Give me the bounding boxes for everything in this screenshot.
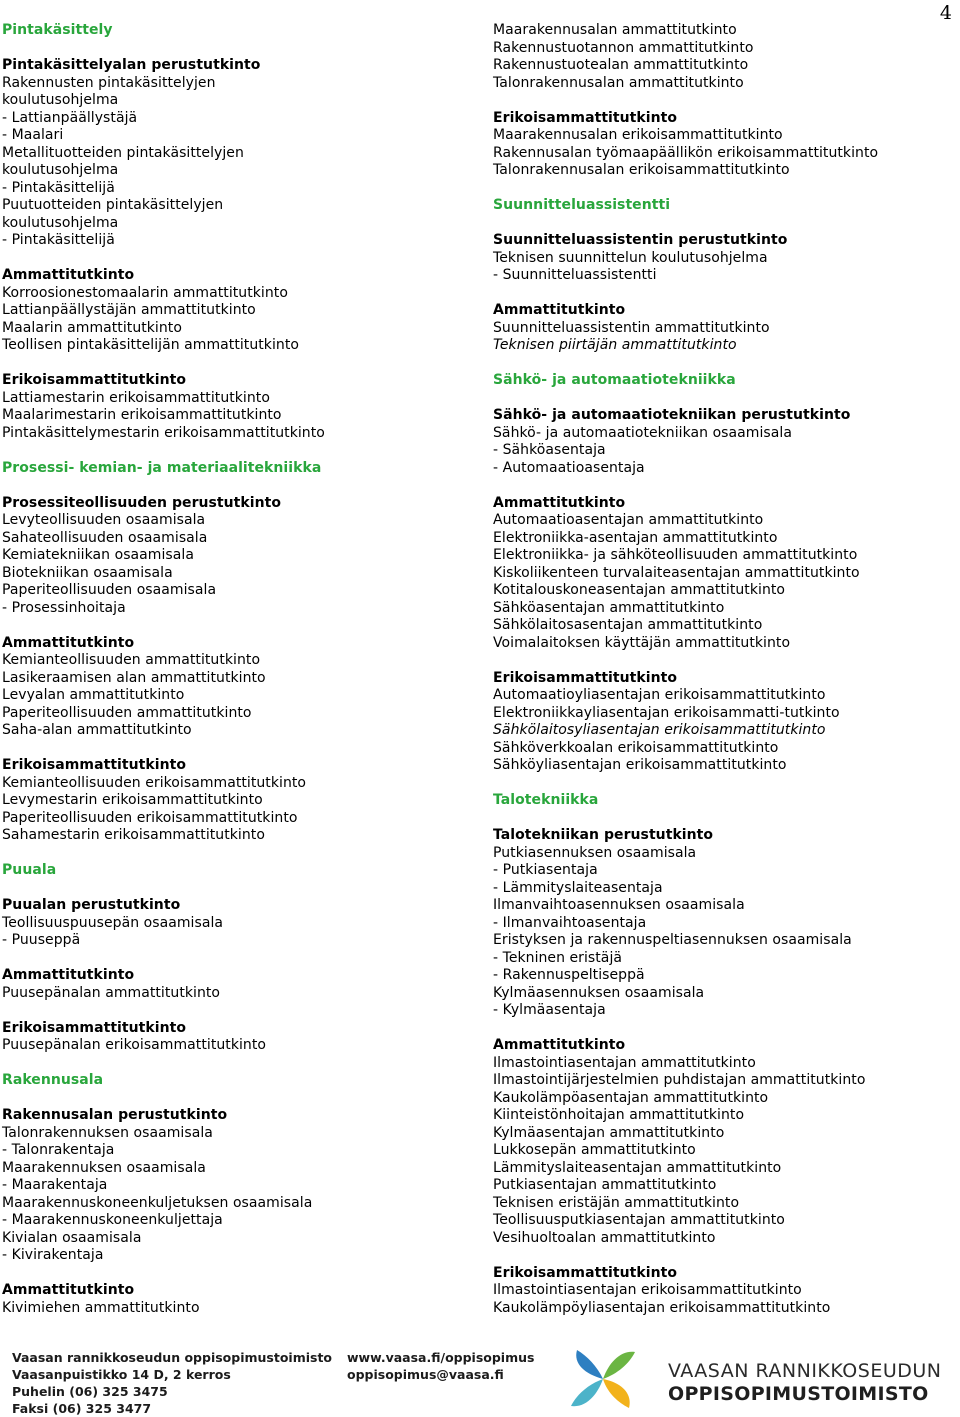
text-line: - Maarakentaja	[2, 1177, 108, 1193]
section-title: Rakennusala	[2, 1072, 104, 1088]
footer-website-link[interactable]: www.vaasa.fi/oppisopimus	[347, 1350, 535, 1365]
spacer	[2, 477, 472, 495]
text-line: Rakennustuotannon ammattitutkinto	[493, 39, 754, 56]
text-line: Lasikeraamisen alan ammattitutkinto	[2, 669, 266, 686]
logo-icon	[565, 1344, 641, 1414]
section-title: Prosessi- kemian- ja materiaalitekniikka	[2, 459, 322, 476]
text-line: Teknisen piirtäjän ammattitutkinto	[493, 337, 737, 353]
spacer	[493, 1247, 960, 1265]
text-line: Talonrakennusalan ammattitutkinto	[493, 74, 744, 91]
text-line: Talonrakennusalan erikoisammattitutkinto	[493, 162, 790, 178]
subsection-heading: Erikoisammattitutkinto	[493, 1264, 678, 1281]
spacer	[493, 92, 960, 110]
text-line: - Puuseppä	[2, 932, 81, 948]
text-line: Sähkö- ja automaatiotekniikan osaamisala	[493, 424, 792, 441]
spacer	[493, 477, 960, 495]
text-line: Ilmastointijärjestelmien puhdistajan ammattitutkinto	[493, 1072, 866, 1088]
text-line: Putkiasentajan ammattitutkinto	[493, 1177, 717, 1193]
footer-address: Vaasanpuistikko 14 D, 2 kerros	[12, 1367, 231, 1382]
text-line: Ilmanvaihtoasennuksen osaamisala	[493, 897, 745, 913]
text-line: Maarakennuksen osaamisala	[2, 1159, 206, 1176]
text-line: Maarakennusalan erikoisammattitutkinto	[493, 127, 783, 143]
spacer	[493, 390, 960, 408]
spacer	[493, 355, 960, 373]
footer-org-name: Vaasan rannikkoseudun oppisopimustoimisto	[12, 1350, 333, 1365]
text-line: Biotekniikan osaamisala	[2, 564, 173, 581]
text-line: - Suunnitteluassistentti	[493, 267, 657, 283]
text-line: Ilmastointiasentajan erikoisammattitutkinto	[493, 1282, 802, 1298]
text-line: Maalarin ammattitutkinto	[2, 319, 182, 336]
text-line: Kylmäasentajan ammattitutkinto	[493, 1124, 725, 1141]
spacer	[2, 1055, 472, 1073]
spacer	[493, 285, 960, 303]
page-number: 4	[939, 2, 952, 24]
subsection-heading: Sähkö- ja automaatiotekniikan perustutkinto	[493, 407, 851, 423]
spacer	[493, 775, 960, 793]
logo-line-1: VAASAN RANNIKKOSEUDUN	[668, 1360, 942, 1382]
text-line: Kylmäasennuksen osaamisala	[493, 984, 705, 1001]
text-line: Elektroniikkayliasentajan erikoisammatti-tutkinto	[493, 704, 840, 721]
text-line: Kemiatekniikan osaamisala	[2, 547, 194, 563]
text-line: Maarakennuskoneenkuljetuksen osaamisala	[2, 1194, 313, 1211]
text-line: Lukkosepän ammattitutkinto	[493, 1142, 696, 1158]
text-line: Pintakäsittelymestarin erikoisammattitutkinto	[2, 424, 325, 441]
text-line: Maalarimestarin erikoisammattitutkinto	[2, 407, 282, 423]
spacer	[493, 180, 960, 198]
text-line: Talonrakennuksen osaamisala	[2, 1124, 213, 1141]
text-line: - Talonrakentaja	[2, 1142, 115, 1158]
subsection-heading: Erikoisammattitutkinto	[2, 757, 187, 773]
subsection-heading: Rakennusalan perustutkinto	[2, 1107, 228, 1123]
text-line: Maarakennusalan ammattitutkinto	[493, 22, 737, 38]
text-line: Sahamestarin erikoisammattitutkinto	[2, 827, 265, 843]
text-line: Sähköyliasentajan erikoisammattitutkinto	[493, 757, 787, 773]
text-line: - Sähköasentaja	[493, 442, 606, 458]
text-line: Vesihuoltoalan ammattitutkinto	[493, 1229, 716, 1246]
text-line: Kaukolämpöasentajan ammattitutkinto	[493, 1089, 769, 1106]
text-line: Paperiteollisuuden erikoisammattitutkinto	[2, 809, 298, 826]
text-line: Metallituotteiden pintakäsittelyjen	[2, 144, 244, 161]
text-line: - Prosessinhoitaja	[2, 599, 126, 616]
text-line: - Maarakennuskoneenkuljettaja	[2, 1212, 223, 1228]
text-line: Rakennusten pintakäsittelyjen	[2, 74, 216, 91]
text-line: Kivimiehen ammattitutkinto	[2, 1299, 200, 1316]
subsection-heading: Talotekniikan perustutkinto	[493, 827, 714, 843]
spacer	[493, 215, 960, 233]
text-line: Suunnitteluassistentin ammattitutkinto	[493, 319, 770, 336]
text-line: Elektroniikka-asentajan ammattitutkinto	[493, 529, 778, 546]
subsection-heading: Pintakäsittelyalan perustutkinto	[2, 57, 261, 73]
text-line: Sahateollisuuden osaamisala	[2, 529, 208, 546]
text-line: - Rakennuspeltiseppä	[493, 967, 645, 983]
spacer	[2, 250, 472, 268]
spacer	[493, 652, 960, 670]
text-line: - Pintakäsittelijä	[2, 232, 115, 248]
text-line: Putkiasennuksen osaamisala	[493, 844, 697, 861]
section-title: Talotekniikka	[493, 792, 599, 808]
text-line: - Tekninen eristäjä	[493, 949, 623, 966]
spacer	[2, 355, 472, 373]
text-line: Rakennustuotealan ammattitutkinto	[493, 57, 749, 73]
text-line: Eristyksen ja rakennuspeltiasennuksen osaamisala	[493, 932, 852, 948]
text-line: - Kivirakentaja	[2, 1247, 104, 1263]
text-line: Elektroniikka- ja sähköteollisuuden ammattitutkinto	[493, 547, 858, 563]
page-footer	[0, 1340, 960, 1417]
text-line: Levymestarin erikoisammattitutkinto	[2, 792, 263, 808]
subsection-heading: Prosessiteollisuuden perustutkinto	[2, 494, 282, 511]
subsection-heading: Erikoisammattitutkinto	[493, 109, 678, 126]
subsection-heading: Erikoisammattitutkinto	[2, 372, 187, 388]
subsection-heading: Puualan perustutkinto	[2, 897, 181, 913]
subsection-heading: Ammattitutkinto	[2, 967, 135, 983]
text-line: Kemianteollisuuden ammattitutkinto	[2, 652, 261, 668]
text-line: - Kylmäasentaja	[493, 1002, 606, 1018]
text-line: Puutuotteiden pintakäsittelyjen	[2, 197, 224, 213]
text-line: Kiinteistönhoitajan ammattitutkinto	[493, 1107, 745, 1123]
footer-web-contact	[347, 1349, 534, 1383]
text-line: koulutusohjelma	[2, 92, 119, 108]
text-line: Sähkölaitosyliasentajan erikoisammattitutkinto	[493, 722, 826, 738]
text-line: Sähkölaitosasentajan ammattitutkinto	[493, 617, 763, 633]
text-line: Automaatioyliasentajan erikoisammattitutkinto	[493, 687, 826, 703]
text-line: Teknisen suunnittelun koulutusohjelma	[493, 249, 768, 266]
text-line: Puusepänalan erikoisammattitutkinto	[2, 1037, 267, 1053]
spacer	[2, 1265, 472, 1283]
text-line: - Maalari	[2, 127, 64, 143]
logo-line-2: OPPISOPIMUSTOIMISTO	[668, 1383, 929, 1405]
subsection-heading: Suunnitteluassistentin perustutkinto	[493, 232, 788, 248]
text-line: Lattianpäällystäjän ammattitutkinto	[2, 302, 256, 318]
footer-email-link[interactable]: oppisopimus@vaasa.fi	[347, 1367, 504, 1382]
footer-phone: Puhelin (06) 325 3475	[12, 1384, 168, 1399]
text-line: Lattiamestarin erikoisammattitutkinto	[2, 389, 270, 406]
text-line: Korroosionestomaalarin ammattitutkinto	[2, 284, 288, 301]
text-line: Rakennusalan työmaapäällikön erikoisammattitutkinto	[493, 144, 879, 161]
right-column	[493, 22, 960, 1317]
text-line: Kaukolämpöyliasentajan erikoisammattitutkinto	[493, 1299, 831, 1316]
subsection-heading: Ammattitutkinto	[2, 1282, 135, 1298]
spacer	[2, 740, 472, 758]
left-column	[2, 22, 472, 1317]
text-line: koulutusohjelma	[2, 162, 119, 178]
text-line: koulutusohjelma	[2, 214, 119, 231]
text-line: Teollisuuspuusepän osaamisala	[2, 914, 224, 931]
text-line: Sähköverkkoalan erikoisammattitutkinto	[493, 739, 779, 756]
text-line: Paperiteollisuuden osaamisala	[2, 582, 217, 598]
spacer	[2, 950, 472, 968]
text-line: Kivialan osaamisala	[2, 1229, 142, 1246]
spacer	[2, 40, 472, 58]
subsection-heading: Erikoisammattitutkinto	[493, 669, 678, 686]
spacer	[493, 810, 960, 828]
text-line: - Automaatioasentaja	[493, 459, 645, 476]
text-line: - Lämmityslaiteasentaja	[493, 879, 663, 896]
text-line: Automaatioasentajan ammattitutkinto	[493, 512, 764, 528]
text-line: Levyalan ammattitutkinto	[2, 687, 185, 703]
footer-contact	[12, 1349, 332, 1417]
text-line: - Lattianpäällystäjä	[2, 109, 138, 126]
spacer	[493, 1020, 960, 1038]
spacer	[2, 442, 472, 460]
subsection-heading: Ammattitutkinto	[493, 1037, 626, 1053]
subsection-heading: Ammattitutkinto	[2, 634, 135, 651]
text-line: Teollisuusputkiasentajan ammattitutkinto	[493, 1212, 785, 1228]
text-line: Teollisen pintakäsittelijän ammattitutkinto	[2, 337, 299, 353]
spacer	[2, 845, 472, 863]
text-line: Voimalaitoksen käyttäjän ammattitutkinto	[493, 634, 791, 651]
subsection-heading: Ammattitutkinto	[2, 267, 135, 283]
spacer	[2, 1002, 472, 1020]
text-line: Puusepänalan ammattitutkinto	[2, 984, 221, 1001]
text-line: Sähköasentajan ammattitutkinto	[493, 599, 725, 616]
section-title: Puuala	[2, 862, 57, 878]
text-line: - Pintakäsittelijä	[2, 179, 115, 196]
logo-text	[668, 1360, 942, 1406]
footer-fax: Faksi (06) 325 3477	[12, 1401, 152, 1416]
subsection-heading: Ammattitutkinto	[493, 494, 626, 511]
text-line: Kiskoliikenteen turvalaiteasentajan ammattitutkinto	[493, 564, 860, 581]
text-line: Ilmastointiasentajan ammattitutkinto	[493, 1054, 756, 1071]
text-line: - Putkiasentaja	[493, 862, 598, 878]
section-title: Suunnitteluassistentti	[493, 197, 671, 213]
text-line: Paperiteollisuuden ammattitutkinto	[2, 704, 252, 721]
text-line: Kemianteollisuuden erikoisammattitutkinto	[2, 774, 307, 791]
section-title: Sähkö- ja automaatiotekniikka	[493, 372, 736, 388]
section-title: Pintakäsittely	[2, 22, 113, 38]
text-line: Levyteollisuuden osaamisala	[2, 512, 206, 528]
spacer	[2, 1090, 472, 1108]
text-line: Kotitalouskoneasentajan ammattitutkinto	[493, 582, 786, 598]
spacer	[2, 880, 472, 898]
spacer	[2, 617, 472, 635]
text-line: Saha-alan ammattitutkinto	[2, 722, 192, 738]
text-line: Lämmityslaiteasentajan ammattitutkinto	[493, 1159, 782, 1176]
text-line: - Ilmanvaihtoasentaja	[493, 914, 647, 931]
text-line: Teknisen eristäjän ammattitutkinto	[493, 1194, 740, 1211]
subsection-heading: Ammattitutkinto	[493, 302, 626, 318]
subsection-heading: Erikoisammattitutkinto	[2, 1019, 187, 1036]
